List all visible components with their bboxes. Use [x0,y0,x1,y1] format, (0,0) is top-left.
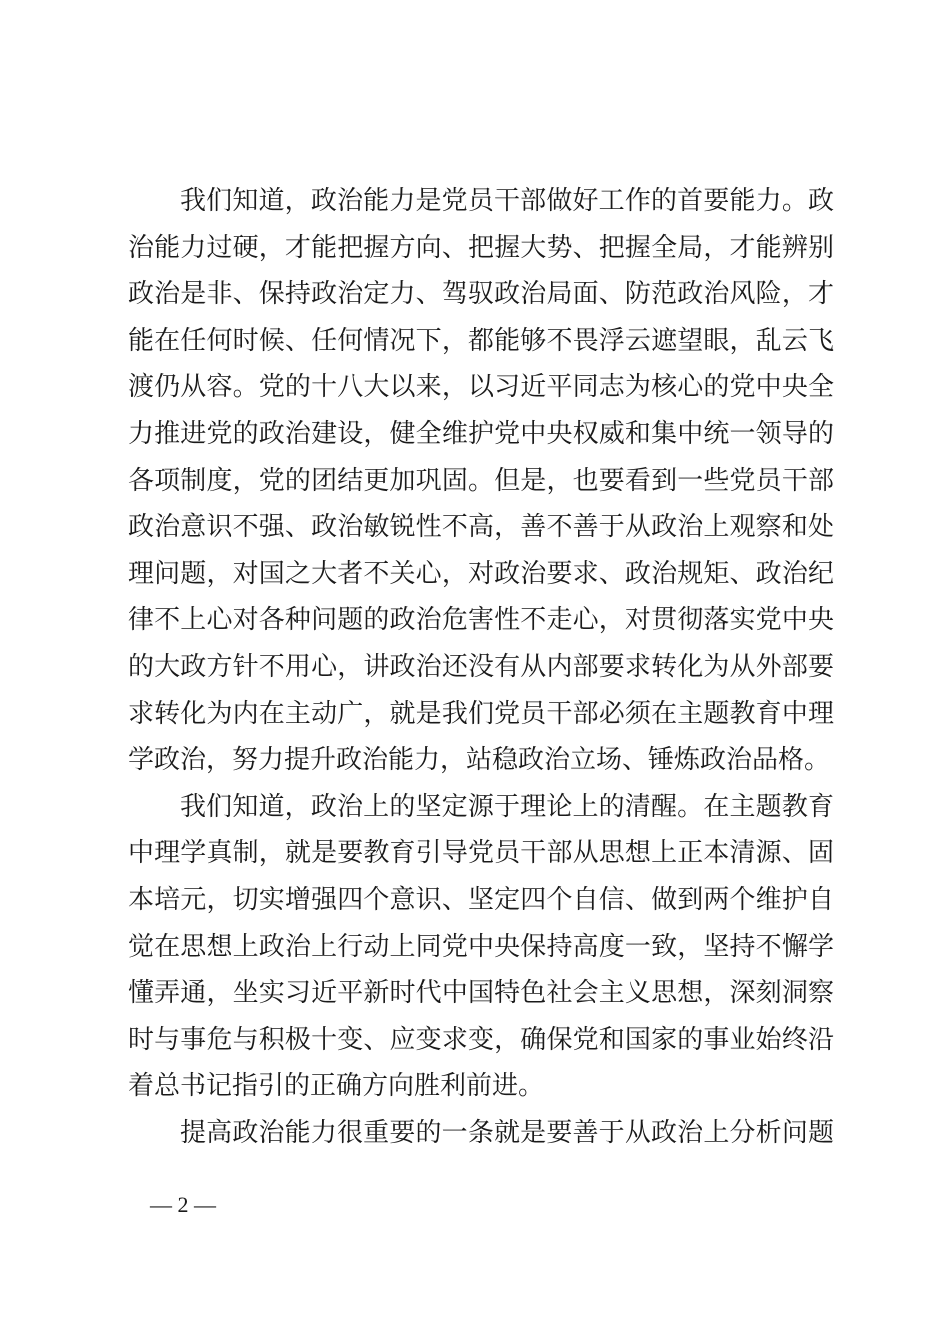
text-line: 能在任何时候、任何情况下，都能够不畏浮云遮望眼，乱云飞 [128,325,834,356]
page-number: — 2 — [150,1192,216,1217]
text-line: 懂弄通，坐实习近平新时代中国特色社会主义思想，深刻洞察 [128,978,834,1009]
text-line: 觉在思想上政治上行动上同党中央保持高度一致，坚持不懈学 [128,931,834,962]
text-line: 治能力过硬，才能把握方向、把握大势、把握全局，才能辨别 [128,232,834,263]
text-line: 中理学真制，就是要教育引导党员干部从思想上正本清源、固 [128,838,834,869]
text-line: 各项制度，党的团结更加巩固。但是，也要看到一些党员干部 [128,465,834,496]
text-line: 政治是非、保持政治定力、驾驭政治局面、防范政治风险，才 [128,279,834,310]
document-body [128,178,834,1156]
text-line: 时与事危与积极十变、应变求变，确保党和国家的事业始终沿 [128,1024,834,1055]
text-line: 着总书记指引的正确方向胜利前进。 [128,1071,545,1102]
text-line: 我们知道，政治能力是党员干部做好工作的首要能力。政 [180,186,834,216]
text-line: 本培元，切实增强四个意识、坚定四个自信、做到两个维护自 [128,884,834,915]
text-line: 政治意识不强、政治敏锐性不高，善不善于从政治上观察和处 [128,512,834,543]
paragraph-1 [128,178,834,784]
text-line: 渡仍从容。党的十八大以来，以习近平同志为核心的党中央全 [128,372,834,403]
text-line: 求转化为内在主动广，就是我们党员干部必须在主题教育中理 [128,698,834,729]
text-line: 理问题，对国之大者不关心，对政治要求、政治规矩、政治纪 [128,558,834,589]
text-line: 的大政方针不用心，讲政治还没有从内部要求转化为从外部要 [128,651,834,682]
paragraph-2 [128,784,834,1110]
text-line: 学政治，努力提升政治能力，站稳政治立场、锤炼政治品格。 [128,745,831,776]
paragraph-3 [128,1110,834,1157]
text-line: 律不上心对各种问题的政治危害性不走心，对贯彻落实党中央 [128,605,834,636]
text-line: 力推进党的政治建设，健全维护党中央权威和集中统一领导的 [128,418,834,449]
text-line: 我们知道，政治上的坚定源于理论上的清醒。在主题教育 [180,791,834,822]
text-line: 提高政治能力很重要的一条就是要善于从政治上分析问题 [180,1117,834,1148]
